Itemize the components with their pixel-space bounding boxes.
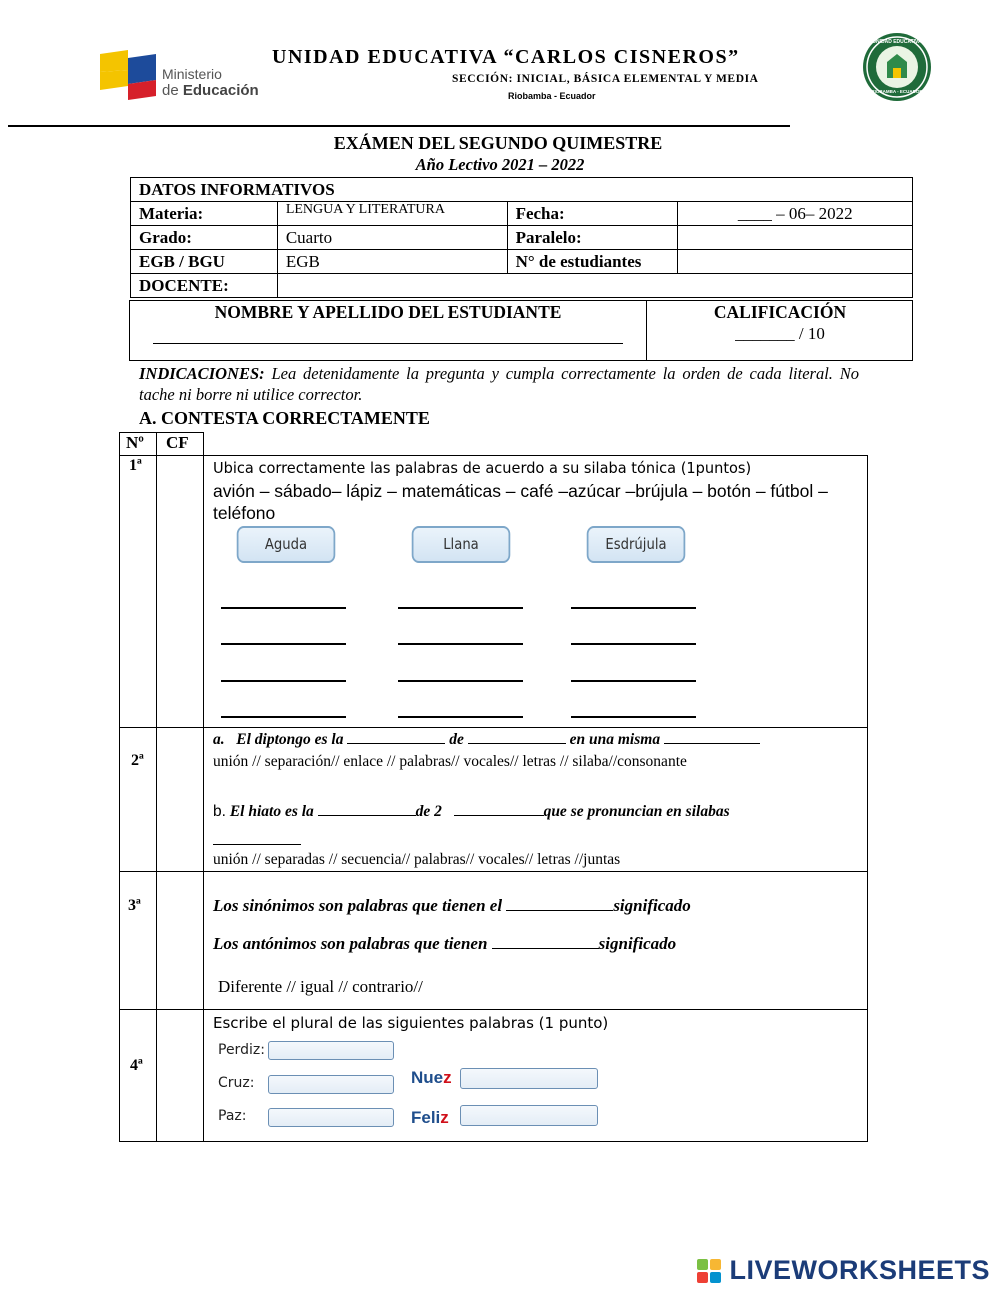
blank-llana-3[interactable] xyxy=(398,680,523,682)
fecha-label: Fecha: xyxy=(507,202,678,226)
grade-label: CALIFICACIÓN xyxy=(713,302,847,322)
paralelo-label: Paralelo: xyxy=(507,226,678,250)
q4-instruction: Escribe el plural de las siguientes palabras (1 punto) xyxy=(213,1014,609,1032)
q2b-sentence: b. El hiato es la de 2 que se pronuncian en silabas xyxy=(213,803,730,820)
blank-esdrujula-2[interactable] xyxy=(571,643,696,645)
q3-options: Diferente // igual // contrario// xyxy=(218,977,423,996)
blank-aguda-2[interactable] xyxy=(221,643,346,645)
estudiantes-value[interactable] xyxy=(678,250,913,274)
cruz-label: Cruz: xyxy=(218,1075,255,1091)
ministry-logo xyxy=(98,50,268,100)
category-esdrujula: Esdrújula xyxy=(587,526,686,563)
blank-aguda-4[interactable] xyxy=(221,716,346,718)
feliz-label: Feliz xyxy=(411,1108,449,1127)
blank-llana-2[interactable] xyxy=(398,643,523,645)
blank-esdrujula-4[interactable] xyxy=(571,716,696,718)
grado-value: Cuarto xyxy=(277,226,507,250)
school-city: Riobamba - Ecuador xyxy=(508,91,596,101)
col-no-header: Nº xyxy=(126,433,144,452)
q3-blank-2[interactable] xyxy=(492,948,599,949)
paz-input[interactable] xyxy=(268,1108,394,1127)
seal-bottom-text: RIOBAMBA - ECUADOR xyxy=(871,89,923,94)
grid-left xyxy=(119,432,120,1142)
perdiz-label: Perdiz: xyxy=(218,1042,265,1058)
q2a-options: unión // separación// enlace // palabras// vocales// letras // silaba//consonante xyxy=(213,753,687,770)
q2-number: 2ª xyxy=(131,752,144,769)
perdiz-input[interactable] xyxy=(268,1041,394,1060)
ministry-line2: de Educación xyxy=(162,82,259,99)
q2a-blank-1[interactable] xyxy=(347,743,445,744)
grado-label: Grado: xyxy=(131,226,278,250)
blank-llana-1[interactable] xyxy=(398,607,523,609)
school-seal-icon xyxy=(862,32,932,102)
blank-esdrujula-3[interactable] xyxy=(571,680,696,682)
q2a-sentence: a. El diptongo es la de en una misma xyxy=(213,731,760,749)
q3-line1: Los sinónimos son palabras que tienen el significado xyxy=(213,896,691,915)
q4-number: 4ª xyxy=(130,1057,143,1074)
liveworksheets-icon xyxy=(697,1259,723,1288)
grid-bottom xyxy=(119,1141,868,1142)
category-aguda: Aguda xyxy=(237,526,336,563)
grid-col2 xyxy=(203,432,204,1142)
q2a-blank-2[interactable] xyxy=(468,743,566,744)
paralelo-value[interactable] xyxy=(678,226,913,250)
materia-value: LENGUA Y LITERATURA xyxy=(277,202,507,226)
docente-value[interactable] xyxy=(277,274,912,298)
grid-row3-bottom xyxy=(119,1009,868,1010)
info-table xyxy=(130,177,913,298)
student-name-line[interactable] xyxy=(153,343,623,344)
feliz-input[interactable] xyxy=(460,1105,598,1126)
blank-aguda-3[interactable] xyxy=(221,680,346,682)
header-divider xyxy=(8,125,790,127)
egb-label: EGB / BGU xyxy=(131,250,278,274)
col-cf-header: CF xyxy=(166,433,189,452)
q2b-blank-2[interactable] xyxy=(454,815,544,816)
grade-value: _______ / 10 xyxy=(735,324,825,343)
ministry-line1: Ministerio xyxy=(162,66,222,82)
q2a-blank-3[interactable] xyxy=(664,743,760,744)
paz-label: Paz: xyxy=(218,1108,247,1124)
q2b-blank-1[interactable] xyxy=(318,815,416,816)
info-heading: DATOS INFORMATIVOS xyxy=(131,178,913,202)
q3-number: 3ª xyxy=(128,897,141,914)
school-name: UNIDAD EDUCATIVA “CARLOS CISNEROS” xyxy=(272,46,740,68)
grid-header-bottom xyxy=(119,455,868,456)
q1-instruction: Ubica correctamente las palabras de acuerdo a su silaba tónica (1puntos) xyxy=(213,459,752,477)
student-name-label: NOMBRE Y APELLIDO DEL ESTUDIANTE xyxy=(214,302,562,322)
grid-col1 xyxy=(156,432,157,1142)
estudiantes-label: N° de estudiantes xyxy=(507,250,678,274)
section-a-title: A. CONTESTA CORRECTAMENTE xyxy=(139,408,430,428)
cruz-input[interactable] xyxy=(268,1075,394,1094)
nuez-input[interactable] xyxy=(460,1068,598,1089)
instructions: INDICACIONES: Lea detenidamente la pregunta y cumpla correctamente la orden de cada literal. No tache ni borre ni utilice corrector. xyxy=(139,364,859,404)
egb-value: EGB xyxy=(277,250,507,274)
school-section: SECCIÓN: INICIAL, BÁSICA ELEMENTAL Y MEDIA xyxy=(452,73,759,85)
nuez-label: Nuez xyxy=(411,1068,452,1087)
exam-year: Año Lectivo 2021 – 2022 xyxy=(415,155,585,174)
q1-number: 1ª xyxy=(129,457,142,474)
seal-top-text: UNIDAD EDUCATIVA xyxy=(872,39,922,45)
grid-row2-bottom xyxy=(119,871,868,872)
q3-line2: Los antónimos son palabras que tienen significado xyxy=(213,934,677,953)
ecuador-flag-icon xyxy=(98,50,158,100)
exam-title: EXÁMEN DEL SEGUNDO QUIMESTRE xyxy=(333,133,663,153)
q2b-blank-3[interactable] xyxy=(213,844,301,845)
blank-llana-4[interactable] xyxy=(398,716,523,718)
blank-aguda-1[interactable] xyxy=(221,607,346,609)
q1-words: avión – sábado– lápiz – matemáticas – café –azúcar –brújula – botón – fútbol – teléfono xyxy=(213,481,828,523)
materia-label: Materia: xyxy=(131,202,278,226)
blank-esdrujula-1[interactable] xyxy=(571,607,696,609)
liveworksheets-brand[interactable]: LIVEWORKSHEETS xyxy=(729,1255,990,1285)
docente-label: DOCENTE: xyxy=(131,274,278,298)
grid-row1-bottom xyxy=(119,727,868,728)
q3-blank-1[interactable] xyxy=(506,910,613,911)
q2b-options: unión // separadas // secuencia// palabras// vocales// letras //juntas xyxy=(213,851,621,868)
category-llana: Llana xyxy=(412,526,511,563)
grid-right xyxy=(867,455,868,1142)
fecha-value[interactable]: ____ – 06– 2022 xyxy=(678,202,913,226)
